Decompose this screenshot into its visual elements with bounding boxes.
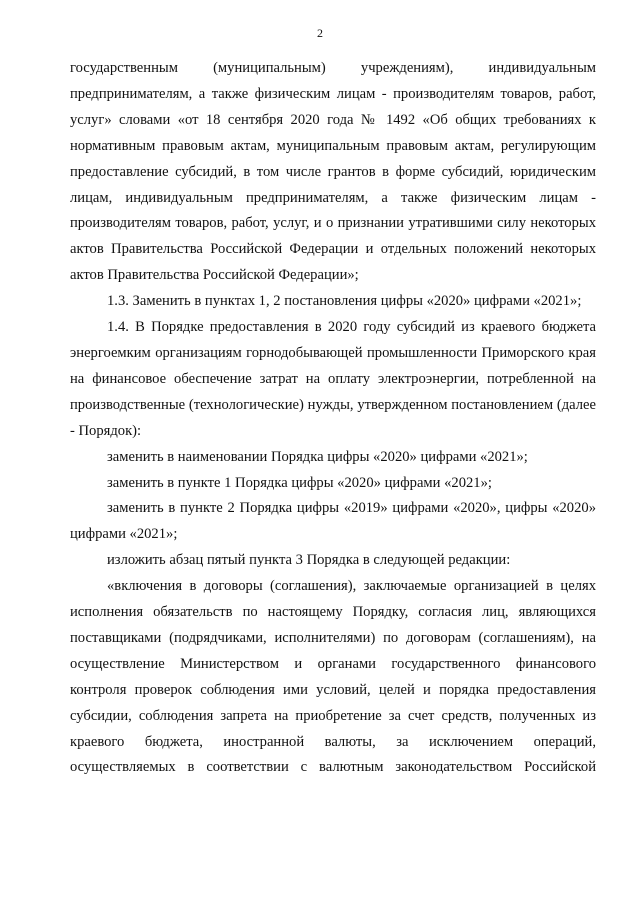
- paragraph-replace-point-2: заменить в пункте 2 Порядка цифры «2019» цифрами «2020», цифры «2020» цифрами «2021»;: [70, 500, 596, 543]
- paragraph-replace-title: заменить в наименовании Порядка цифры «2020» цифрами «2021»;: [107, 448, 528, 465]
- paragraph-item-1-4: 1.4. В Порядке предоставления в 2020 году субсидий из краевого бюджета энергоемким организациям горнодобывающей промышленности Приморского края на финансовое обеспечение затрат на оплату электроэнергии, потребленной на производственные (технологические) нужды, утвержденном постановлением (далее - Порядок):: [70, 319, 596, 439]
- paragraph-restate-abzac: изложить абзац пятый пункта 3 Порядка в следующей редакции:: [107, 552, 511, 569]
- paragraph-continuation: государственным (муниципальным) учреждениям), индивидуальным предпринимателям, а также физическим лицам - производителям товаров, работ, услуг» словами «от 18 сентября 2020 года № 1492 «Об общих требованиях к нормативным правовым актам, муниципальным правовым актам, регулирующим предоставление субсидий, в том числе грантов в форме субсидий, юридическим лицам, индивидуальным предпринимателям, а также физическим лицам - производителям товаров, работ, услуг, и о признании утратившими силу некоторых актов Правительства Российской Федерации и отдельных положений некоторых актов Правительства Российской Федерации»;: [70, 60, 596, 284]
- paragraph-item-1-3: 1.3. Заменить в пунктах 1, 2 постановления цифры «2020» цифрами «2021»;: [107, 293, 582, 310]
- page-number: 2: [317, 26, 323, 40]
- paragraph-quoted-text: «включения в договоры (соглашения), заключаемые организацией в целях исполнения обязательств по настоящему Порядку, согласия лиц, являющихся поставщиками (подрядчиками, исполнителями) по договорам (соглашениям), на осуществление Министерством и органами государственного финансового контроля проверок соблюдения ими условий, целей и порядка предоставления субсидии, соблюдения запрета на приобретение за счет средств, полученных из краевого бюджета, иностранной валюты, за исключением операций, осуществляемых в соответствии с валютным законодательством Российской: [70, 578, 596, 776]
- paragraph-replace-point-1: заменить в пункте 1 Порядка цифры «2020» цифрами «2021»;: [107, 474, 492, 491]
- document-body: [70, 56, 596, 781]
